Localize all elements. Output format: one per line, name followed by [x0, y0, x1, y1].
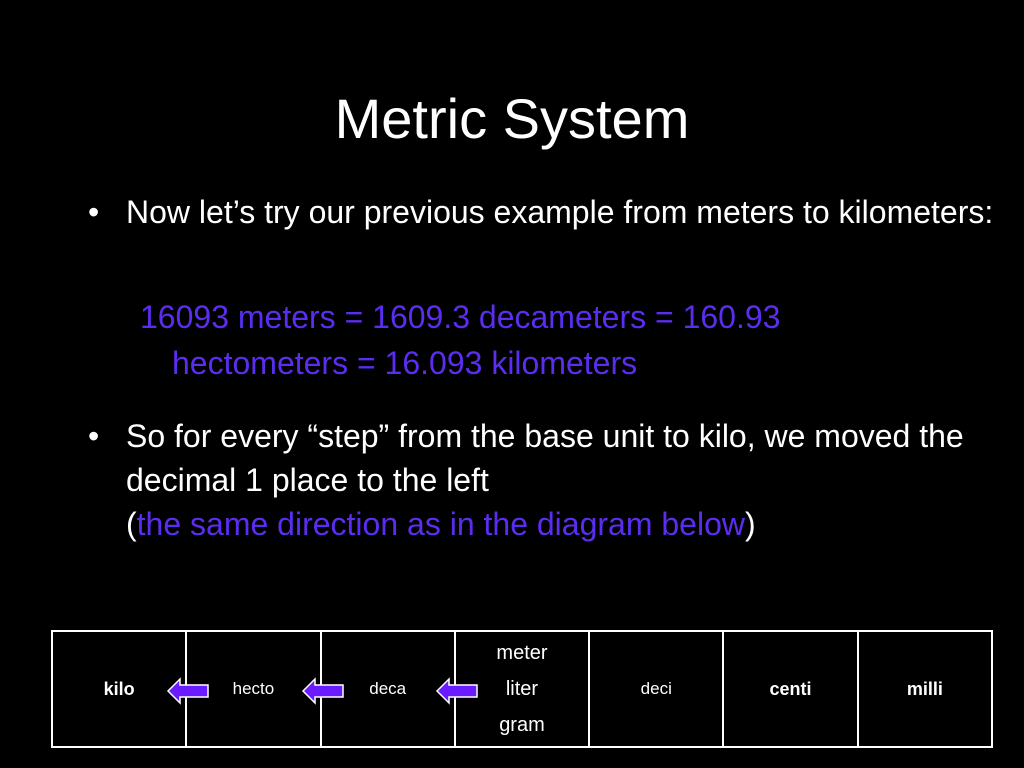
- prefix-label: hecto: [232, 679, 275, 698]
- base-unit-gram: gram: [499, 714, 545, 736]
- left-arrow-icon: [166, 677, 210, 705]
- prefix-row: [52, 631, 992, 747]
- conversion-line-2: hectometers = 16.093 kilometers: [172, 345, 638, 381]
- prefix-label: centi: [769, 678, 812, 699]
- left-arrow-icon: [435, 677, 479, 705]
- bullet-dot: •: [88, 194, 100, 230]
- cell-base-unit: [455, 631, 589, 747]
- close-paren: ): [744, 506, 756, 542]
- conversion-example: [140, 294, 970, 386]
- prefix-label: kilo: [103, 678, 135, 699]
- highlight-text: the same direction as in the diagram below: [136, 506, 745, 542]
- conversion-line-1: 16093 meters = 1609.3 decameters = 160.93: [140, 299, 781, 335]
- bullet-item-2: [88, 414, 1018, 546]
- metric-prefix-table: [51, 630, 993, 748]
- open-paren: (: [126, 506, 137, 542]
- bullet-text-main: So for every “step” from the base unit to kilo, we moved the decimal 1 place to the left: [126, 418, 964, 498]
- base-unit-liter: liter: [505, 678, 539, 700]
- cell-deci: [589, 631, 723, 747]
- bullet-text: Now let’s try our previous example from meters to kilometers:: [126, 194, 994, 230]
- cell-milli: [858, 631, 992, 747]
- cell-centi: [723, 631, 857, 747]
- prefix-label: milli: [906, 678, 943, 699]
- base-unit-meter: meter: [496, 642, 548, 664]
- bullet-dot: •: [88, 418, 100, 454]
- bullet-text: [126, 414, 1018, 546]
- prefix-label: deci: [640, 679, 672, 698]
- prefix-label: deca: [369, 679, 407, 698]
- slide-title: Metric System: [334, 87, 690, 150]
- bullet-item-1: [88, 190, 1018, 234]
- left-arrow-icon: [301, 677, 345, 705]
